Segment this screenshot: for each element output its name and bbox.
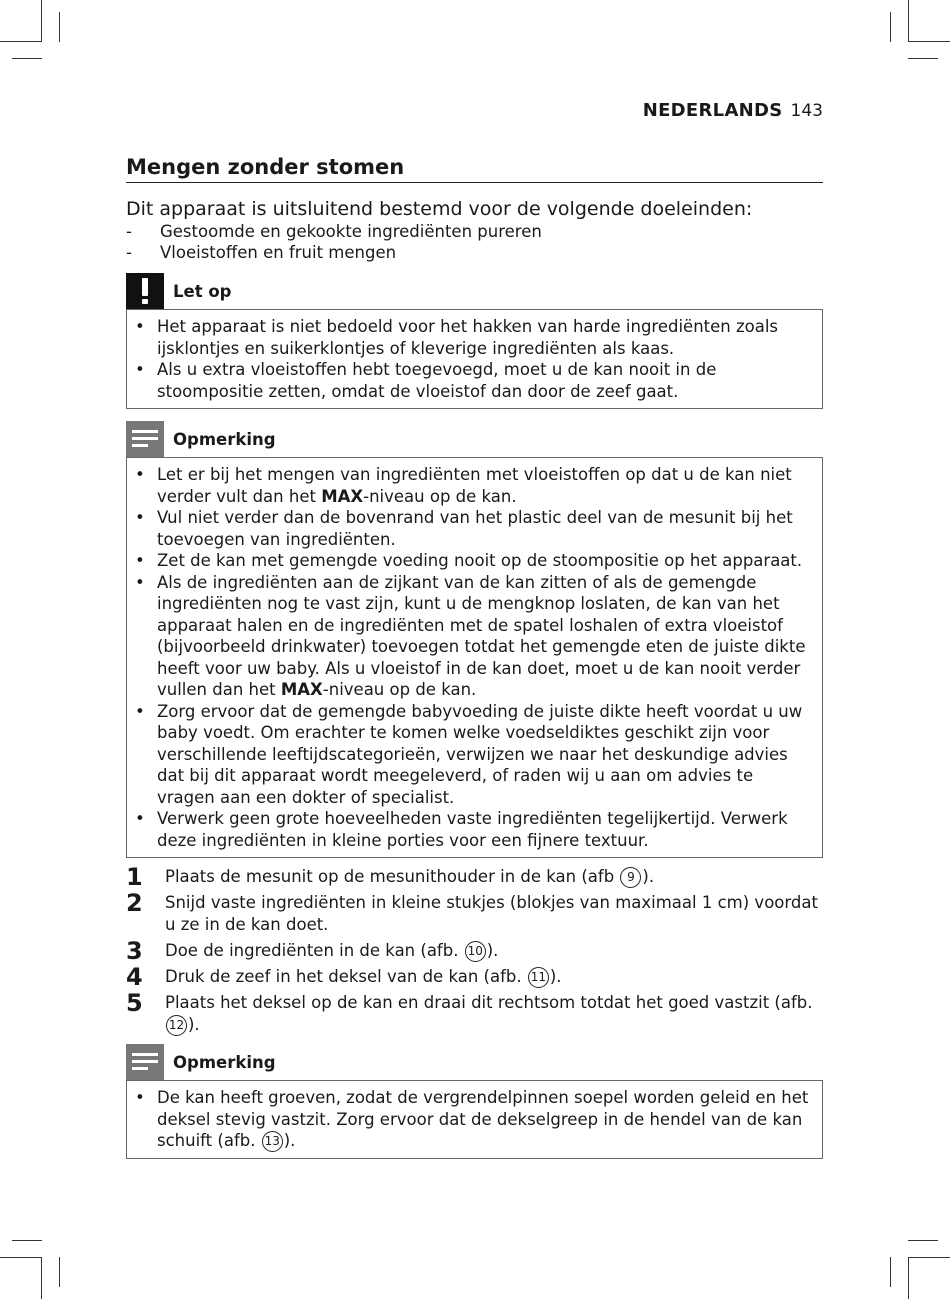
note-title: Opmerking [173, 429, 276, 449]
step-item: 5 Plaats het deksel op de kan en draai dit rechtsom totdat het goed vastzit (afb. 12 ). [126, 989, 813, 1034]
note-box [126, 421, 823, 858]
note-box-2 [126, 1044, 823, 1159]
note-body [126, 457, 823, 858]
uses-list [126, 221, 823, 263]
list-item: • Vul niet verder dan de bovenrand van het plastic deel van de mesunit bij het toevoegen van ingrediënten. [135, 508, 793, 549]
step-item: 1 Plaats de mesunit op de mesunithouder in de kan (afb 9 ). [126, 863, 655, 891]
figure-ref: 9 [620, 867, 641, 888]
list-item: • Let er bij het mengen van ingrediënten met vloeistoffen op dat u de kan niet verder vult dan het MAX-niveau op de kan. [135, 465, 792, 506]
step-item: 4 Druk de zeef in het deksel van de kan (afb. 11 ). [126, 963, 562, 991]
figure-ref: 13 [262, 1131, 283, 1152]
list-item: • Het apparaat is niet bedoeld voor het hakken van harde ingrediënten zoals ijsklontjes en suikerklontjes of kleverige ingrediënten als kaas. [135, 317, 779, 358]
figure-ref: 10 [465, 941, 486, 962]
note-lines-icon [126, 1044, 164, 1080]
caution-title: Let op [173, 281, 232, 301]
note-body-2 [126, 1080, 823, 1159]
figure-ref: 12 [166, 1015, 187, 1036]
intro-text: Dit apparaat is uitsluitend bestemd voor de volgende doeleinden: [126, 198, 753, 220]
page-header [643, 100, 823, 121]
page-number: 143 [790, 101, 823, 121]
note-lines-icon [126, 421, 164, 457]
exclamation-icon [126, 273, 164, 309]
list-item: • De kan heeft groeven, zodat de vergrendelpinnen soepel worden geleid en het deksel stevig vastzit. Zorg ervoor dat de dekselgreep in de hendel van de kan schuift (afb. 13 ). [135, 1088, 809, 1150]
list-item: • Als u extra vloeistoffen hebt toegevoegd, moet u de kan nooit in de stoompositie zetten, omdat de vloeistof dan door de zeef gaat. [135, 360, 717, 401]
step-item: 3 Doe de ingrediënten in de kan (afb. 10 ). [126, 937, 499, 965]
steps-list [126, 863, 823, 1036]
list-item: - Gestoomde en gekookte ingrediënten pureren [126, 222, 542, 241]
list-item: - Vloeistoffen en fruit mengen [126, 243, 397, 262]
list-item: • Zet de kan met gemengde voeding nooit op de stoompositie op het apparaat. [135, 551, 803, 570]
language-label: NEDERLANDS [642, 100, 783, 121]
page-content [126, 155, 823, 1159]
step-item: 2 Snijd vaste ingrediënten in kleine stukjes (blokjes van maximaal 1 cm) voordat u ze in de kan doet. [126, 889, 818, 934]
caution-header [126, 273, 823, 309]
caution-box [126, 273, 823, 409]
figure-ref: 11 [528, 967, 549, 988]
section-title: Mengen zonder stomen [126, 155, 823, 183]
note-title-2: Opmerking [173, 1052, 276, 1072]
note-header [126, 421, 823, 457]
note-header-2 [126, 1044, 823, 1080]
list-item: • Als de ingrediënten aan de zijkant van de kan zitten of als de gemengde ingrediënten nog te vast zijn, kunt u de mengknop loslaten, de kan van het apparaat halen en de ingrediënten met de spatel loshalen of extra vloeistof (bijvoorbeeld drinkwater) toevoegen totdat het gemengde eten de juiste dikte heeft voor uw baby. Als u vloeistof in de kan doet, moet u de kan nooit verder vullen dan het MAX-niveau op de kan. [135, 572, 806, 699]
caution-body [126, 309, 823, 409]
list-item: • Verwerk geen grote hoeveelheden vaste ingrediënten tegelijkertijd. Verwerk deze ingrediënten in kleine porties voor een fijnere textuur. [135, 809, 788, 850]
list-item: • Zorg ervoor dat de gemengde babyvoeding de juiste dikte heeft voordat u uw baby voedt. Om erachter te komen welke voedseldiktes geschikt zijn voor verschillende leeftijdscategorieën, verwijzen we naar het deskundige advies dat bij dit apparaat wordt meegeleverd, of raden wij u aan om advies te vragen aan een dokter of specialist. [135, 701, 803, 807]
